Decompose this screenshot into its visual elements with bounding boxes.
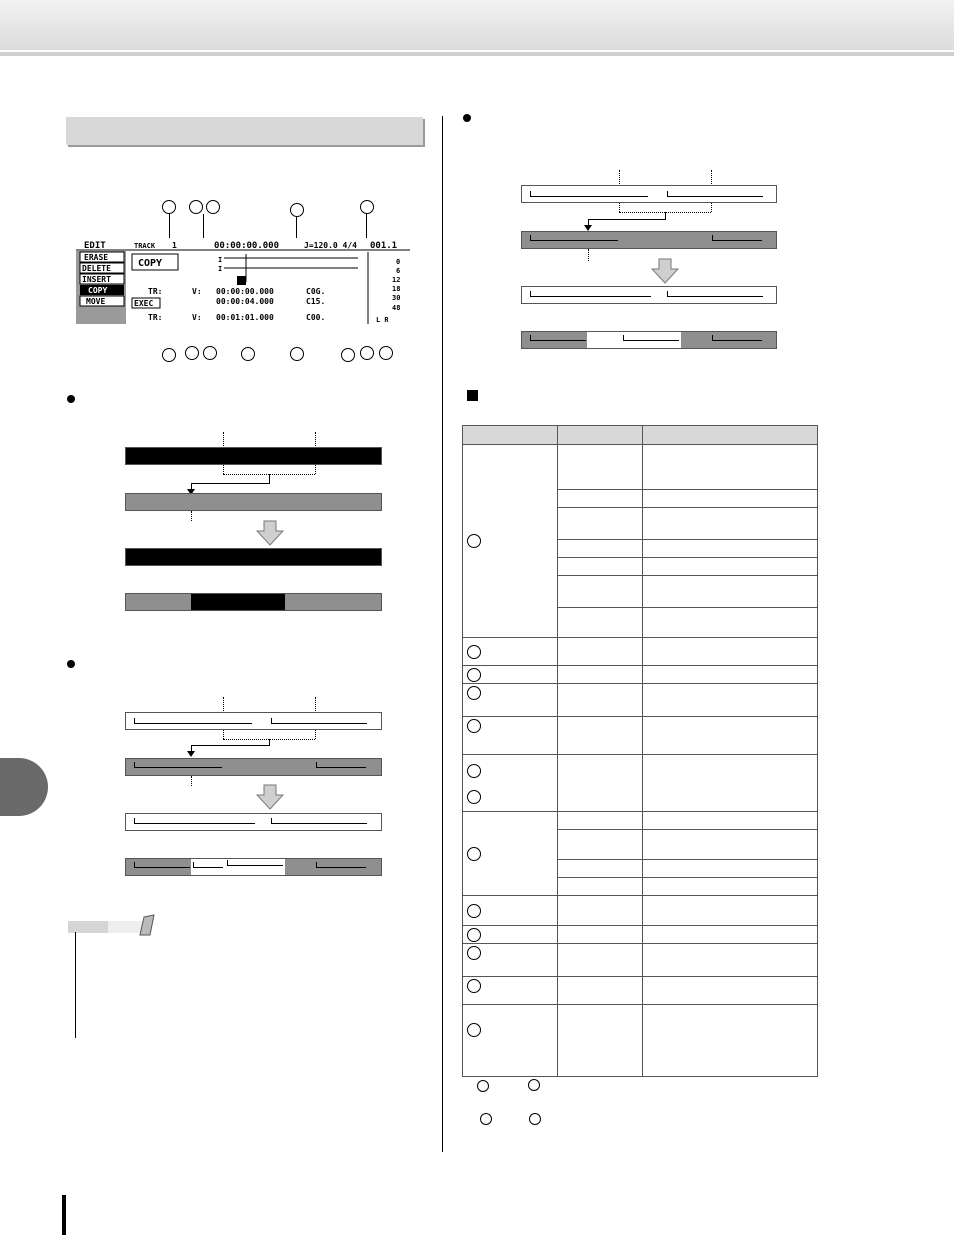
table-cell xyxy=(463,977,558,1005)
header-rule xyxy=(0,52,954,56)
callout-circle xyxy=(467,534,481,548)
svg-text:MOVE: MOVE xyxy=(86,297,106,306)
table-cell xyxy=(463,812,558,896)
copied-segment xyxy=(191,594,285,610)
svg-text:48: 48 xyxy=(392,304,401,312)
callout-circle xyxy=(162,200,176,214)
section-heading-bar xyxy=(66,117,423,145)
track-bar-dest xyxy=(521,231,777,249)
svg-text:L R: L R xyxy=(376,316,389,324)
callout-circle xyxy=(290,347,304,361)
callout-circle xyxy=(467,928,481,942)
copied-segment xyxy=(191,859,285,875)
callout-circle xyxy=(360,200,374,214)
parameter-table xyxy=(462,425,818,1077)
svg-text:TR:: TR: xyxy=(148,287,163,296)
table-header-cell xyxy=(463,426,558,445)
callout-circle xyxy=(477,1080,489,1092)
table-cell xyxy=(463,666,558,684)
bullet xyxy=(67,395,75,403)
lcd-counter: 00:00:00.000 xyxy=(214,241,280,251)
callout-circle xyxy=(290,203,304,217)
track-bar-result-source xyxy=(125,813,382,831)
callout-circle xyxy=(185,346,199,360)
svg-text:18: 18 xyxy=(392,285,401,293)
page-footer-mark xyxy=(62,1195,66,1235)
process-arrow-icon xyxy=(256,520,284,546)
lcd-track-label: TRACK xyxy=(134,242,156,250)
svg-text:0: 0 xyxy=(396,258,401,266)
connector xyxy=(665,212,666,219)
svg-text:TR:: TR: xyxy=(148,313,163,322)
callout-circle xyxy=(467,946,481,960)
header-band xyxy=(0,0,954,50)
svg-text:I: I xyxy=(218,256,223,264)
callout-circle xyxy=(467,1023,481,1037)
svg-text:I: I xyxy=(218,265,223,273)
track-bar-result-source xyxy=(125,548,382,566)
copied-segment xyxy=(587,332,681,348)
svg-text:COPY: COPY xyxy=(88,286,108,295)
lcd-copy-tab: COPY xyxy=(138,258,163,269)
lcd-tempo: J=120.0 4/4 xyxy=(304,241,357,250)
svg-text:ERASE: ERASE xyxy=(84,253,109,262)
track-bar-source xyxy=(125,447,382,465)
table-cell xyxy=(463,638,558,666)
svg-text:EXEC: EXEC xyxy=(134,299,154,308)
svg-text:C0G.: C0G. xyxy=(306,287,326,296)
process-arrow-icon xyxy=(651,258,679,284)
callout-circle xyxy=(379,346,393,360)
table-cell xyxy=(463,926,558,944)
table-cell xyxy=(463,896,558,926)
callout-circle xyxy=(341,348,355,362)
callout-circle xyxy=(467,904,481,918)
connector xyxy=(191,483,270,484)
callout-circle xyxy=(206,200,220,214)
svg-text:12: 12 xyxy=(392,276,401,284)
callout-circle xyxy=(528,1079,540,1091)
callout-circle xyxy=(467,764,481,778)
connector xyxy=(191,745,270,746)
track-bar-source xyxy=(125,712,382,730)
table-cell xyxy=(463,684,558,717)
svg-text:1: 1 xyxy=(172,241,177,250)
bullet xyxy=(67,660,75,668)
callout-circle xyxy=(360,346,374,360)
chapter-tab xyxy=(0,758,48,816)
svg-text:00:00:04.000: 00:00:04.000 xyxy=(216,297,274,306)
callout-circle xyxy=(241,347,255,361)
connector xyxy=(269,474,270,483)
note-rule xyxy=(75,932,76,1038)
callout-circle xyxy=(467,645,481,659)
lcd-menu xyxy=(80,252,124,306)
svg-text:V:: V: xyxy=(192,287,202,296)
table-header-cell xyxy=(642,426,818,445)
callout-circle xyxy=(467,790,481,804)
range-marker xyxy=(588,249,589,261)
lcd-title: EDIT xyxy=(84,241,106,251)
svg-text:6: 6 xyxy=(396,267,401,275)
callout-circle xyxy=(189,200,203,214)
arrow-down-icon xyxy=(187,751,195,757)
svg-text:00:00:00.000: 00:00:00.000 xyxy=(216,287,274,296)
svg-text:C00.: C00. xyxy=(306,313,326,322)
track-bar-dest xyxy=(125,758,382,776)
callout-circle xyxy=(467,847,481,861)
connector xyxy=(588,219,666,220)
table-header-cell xyxy=(557,426,642,445)
callout-circle xyxy=(480,1113,492,1125)
table-cell xyxy=(463,755,558,812)
callout-circle xyxy=(529,1113,541,1125)
track-bar-result-source xyxy=(521,286,777,304)
bullet xyxy=(463,114,471,122)
callout-circle xyxy=(467,979,481,993)
lcd-bar-beat: 001.1 xyxy=(370,241,398,251)
callout-circle xyxy=(467,668,481,682)
table-cell xyxy=(463,717,558,755)
lcd-display xyxy=(76,238,410,324)
callout-circle xyxy=(162,348,176,362)
section-square-icon xyxy=(467,390,478,401)
callout-circle xyxy=(467,686,481,700)
table-cell xyxy=(463,445,558,638)
note-tab-icon xyxy=(68,913,156,937)
track-bar-dest xyxy=(125,493,382,511)
process-arrow-icon xyxy=(256,784,284,810)
range-marker xyxy=(191,511,192,521)
table-cell xyxy=(463,1005,558,1077)
table-cell xyxy=(463,944,558,977)
range-marker xyxy=(191,776,192,786)
svg-text:DELETE: DELETE xyxy=(82,264,111,273)
track-bar-source xyxy=(521,185,777,203)
callout-circle xyxy=(467,719,481,733)
svg-text:INSERT: INSERT xyxy=(82,275,111,284)
column-divider xyxy=(442,116,443,1152)
svg-text:C15.: C15. xyxy=(306,297,326,306)
callout-circle xyxy=(203,346,217,360)
svg-text:V:: V: xyxy=(192,313,202,322)
svg-text:30: 30 xyxy=(392,294,401,302)
svg-text:00:01:01.000: 00:01:01.000 xyxy=(216,313,274,322)
